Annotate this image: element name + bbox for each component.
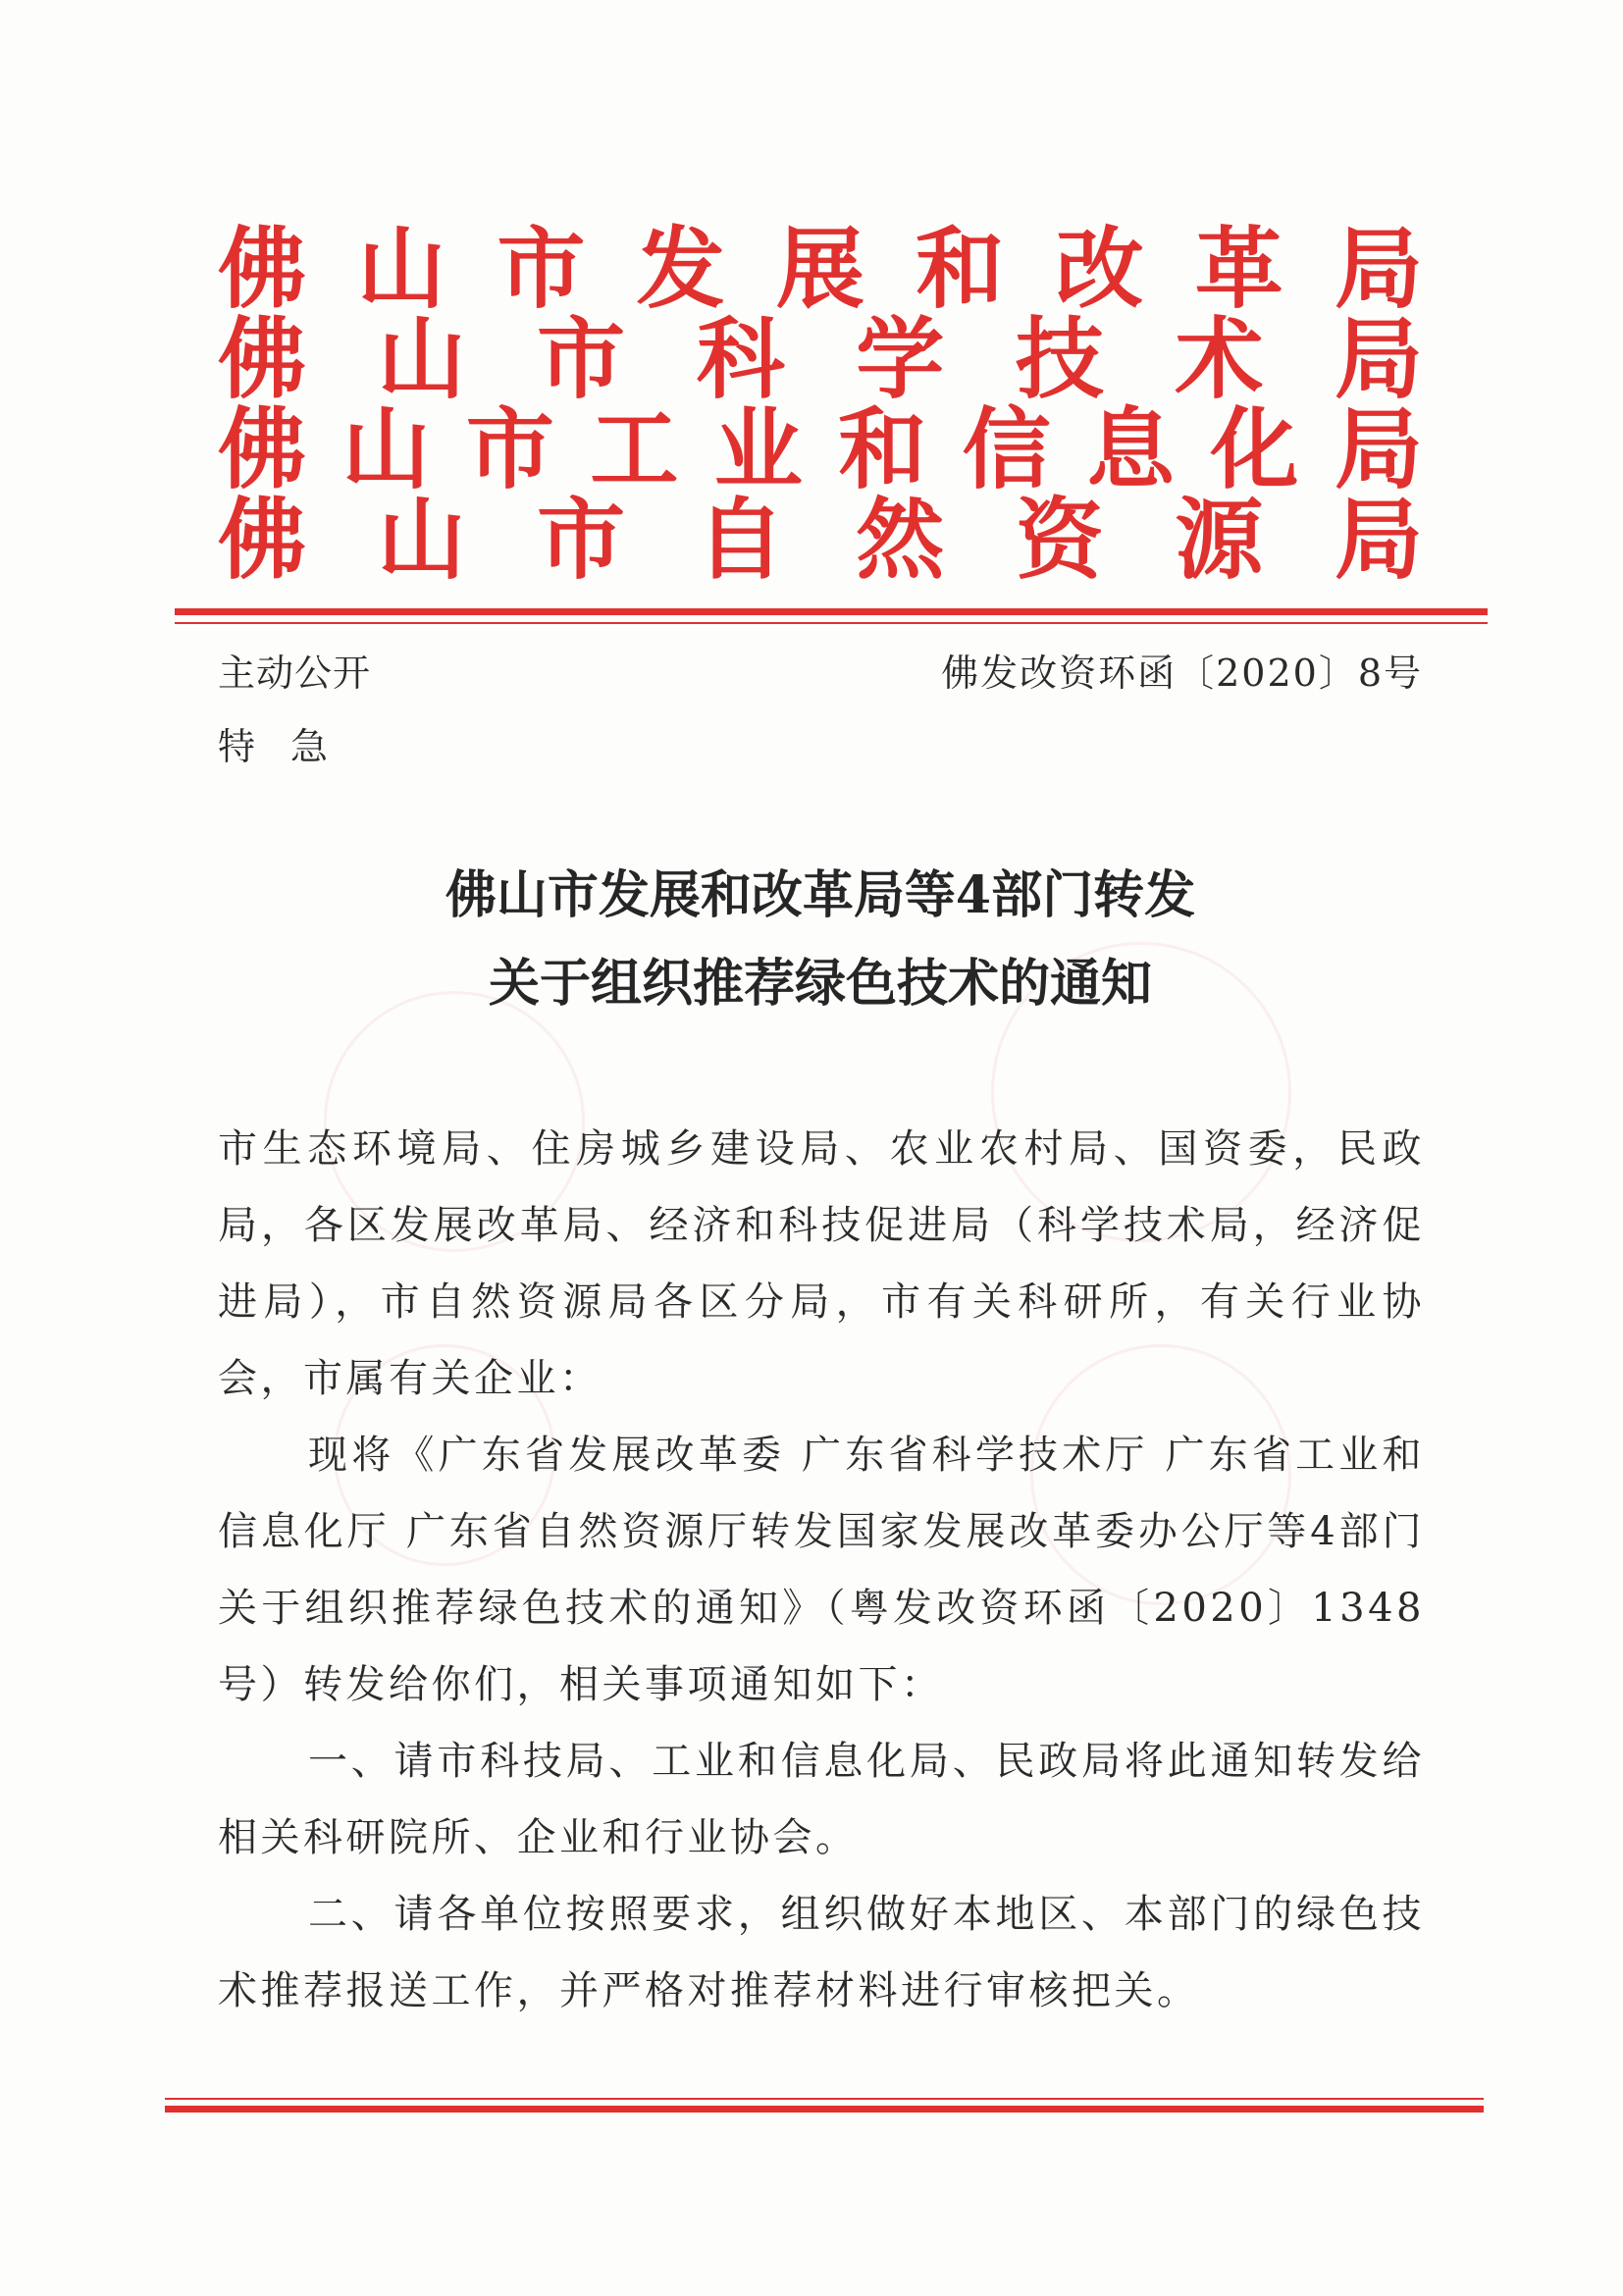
item-1-paragraph: 一、请市科技局、工业和信息化局、民政局将此通知转发给相关科研院所、企业和行业协会。 (218, 1739, 1425, 1860)
issuer-char: 科 (696, 307, 785, 411)
issuer-line-2 (218, 307, 1423, 411)
issuer-char: 展 (776, 217, 864, 321)
issuer-char: 佛 (218, 397, 306, 501)
issuer-char: 信 (962, 397, 1051, 501)
issuer-char: 市 (465, 397, 554, 501)
document-title (218, 852, 1423, 1028)
issuer-char: 山 (377, 307, 466, 411)
issuer-char: 学 (856, 307, 945, 411)
issuer-char: 自 (696, 488, 785, 592)
issuer-char: 山 (357, 217, 446, 321)
issuer-char: 源 (1175, 488, 1264, 592)
footer-rule-thin (165, 2098, 1484, 2100)
issuer-char: 和 (916, 217, 1005, 321)
item-2-paragraph: 二、请各单位按照要求，组织做好本地区、本部门的绿色技术推荐报送工作，并严格对推荐材料进行审核把关。 (218, 1892, 1425, 2013)
issuer-char: 局 (1335, 217, 1423, 321)
document-body (218, 1111, 1425, 2029)
issuer-char: 然 (856, 488, 945, 592)
issuer-char: 息 (1086, 397, 1176, 501)
issuer-char: 改 (1055, 217, 1144, 321)
disclosure-label: 主动公开 (218, 652, 372, 695)
issuer-char: 局 (1334, 488, 1423, 592)
issuer-char: 工 (590, 397, 679, 501)
issuer-char: 技 (1015, 307, 1104, 411)
issuer-char: 和 (838, 397, 927, 501)
title-line-1: 佛山市发展和改革局等4部门转发 (445, 865, 1196, 925)
issuer-line-4 (218, 488, 1423, 592)
issuer-char: 市 (537, 488, 626, 592)
issuer-char: 佛 (218, 307, 306, 411)
letterhead (218, 217, 1423, 592)
letterhead-rule-thick (175, 608, 1488, 615)
issuer-char: 市 (497, 217, 586, 321)
issuer-char: 山 (341, 397, 431, 501)
title-line-2: 关于组织推荐绿色技术的通知 (488, 954, 1152, 1014)
issuer-char: 佛 (218, 217, 306, 321)
recipients-paragraph: 市生态环境局、住房城乡建设局、农业农村局、国资委，民政局，各区发展改革局、经济和科技促进局（科学技术局，经济促进局），市自然资源局各区分局，市有关科研所，有关行业协会，市属有关企业： (218, 1126, 1425, 1401)
urgency-label: 特急 (218, 725, 364, 768)
issuer-char: 资 (1015, 488, 1104, 592)
issuer-char: 局 (1334, 397, 1423, 501)
issuer-char: 发 (636, 217, 725, 321)
issuer-char: 佛 (218, 488, 306, 592)
issuer-char: 术 (1175, 307, 1264, 411)
issuer-line-3 (218, 397, 1423, 501)
issuer-char: 市 (537, 307, 626, 411)
letterhead-rule-thin (175, 622, 1488, 624)
footer-rule-thick (165, 2106, 1484, 2113)
issuer-char: 革 (1194, 217, 1283, 321)
issuer-char: 山 (377, 488, 466, 592)
issuer-char: 化 (1210, 397, 1299, 501)
issuer-char: 局 (1334, 307, 1423, 411)
intro-paragraph: 现将《广东省发展改革委 广东省科学技术厅 广东省工业和信息化厅 广东省自然资源厅转发国家发展改革委办公厅等4部门关于组织推荐绿色技术的通知》（粤发改资环函〔2020〕1348号）转发给你们，相关事项通知如下： (218, 1433, 1425, 1707)
issuer-char: 业 (713, 397, 803, 501)
document-number: 佛发改资环函〔2020〕8号 (941, 652, 1423, 695)
issuer-line-1 (218, 217, 1423, 321)
